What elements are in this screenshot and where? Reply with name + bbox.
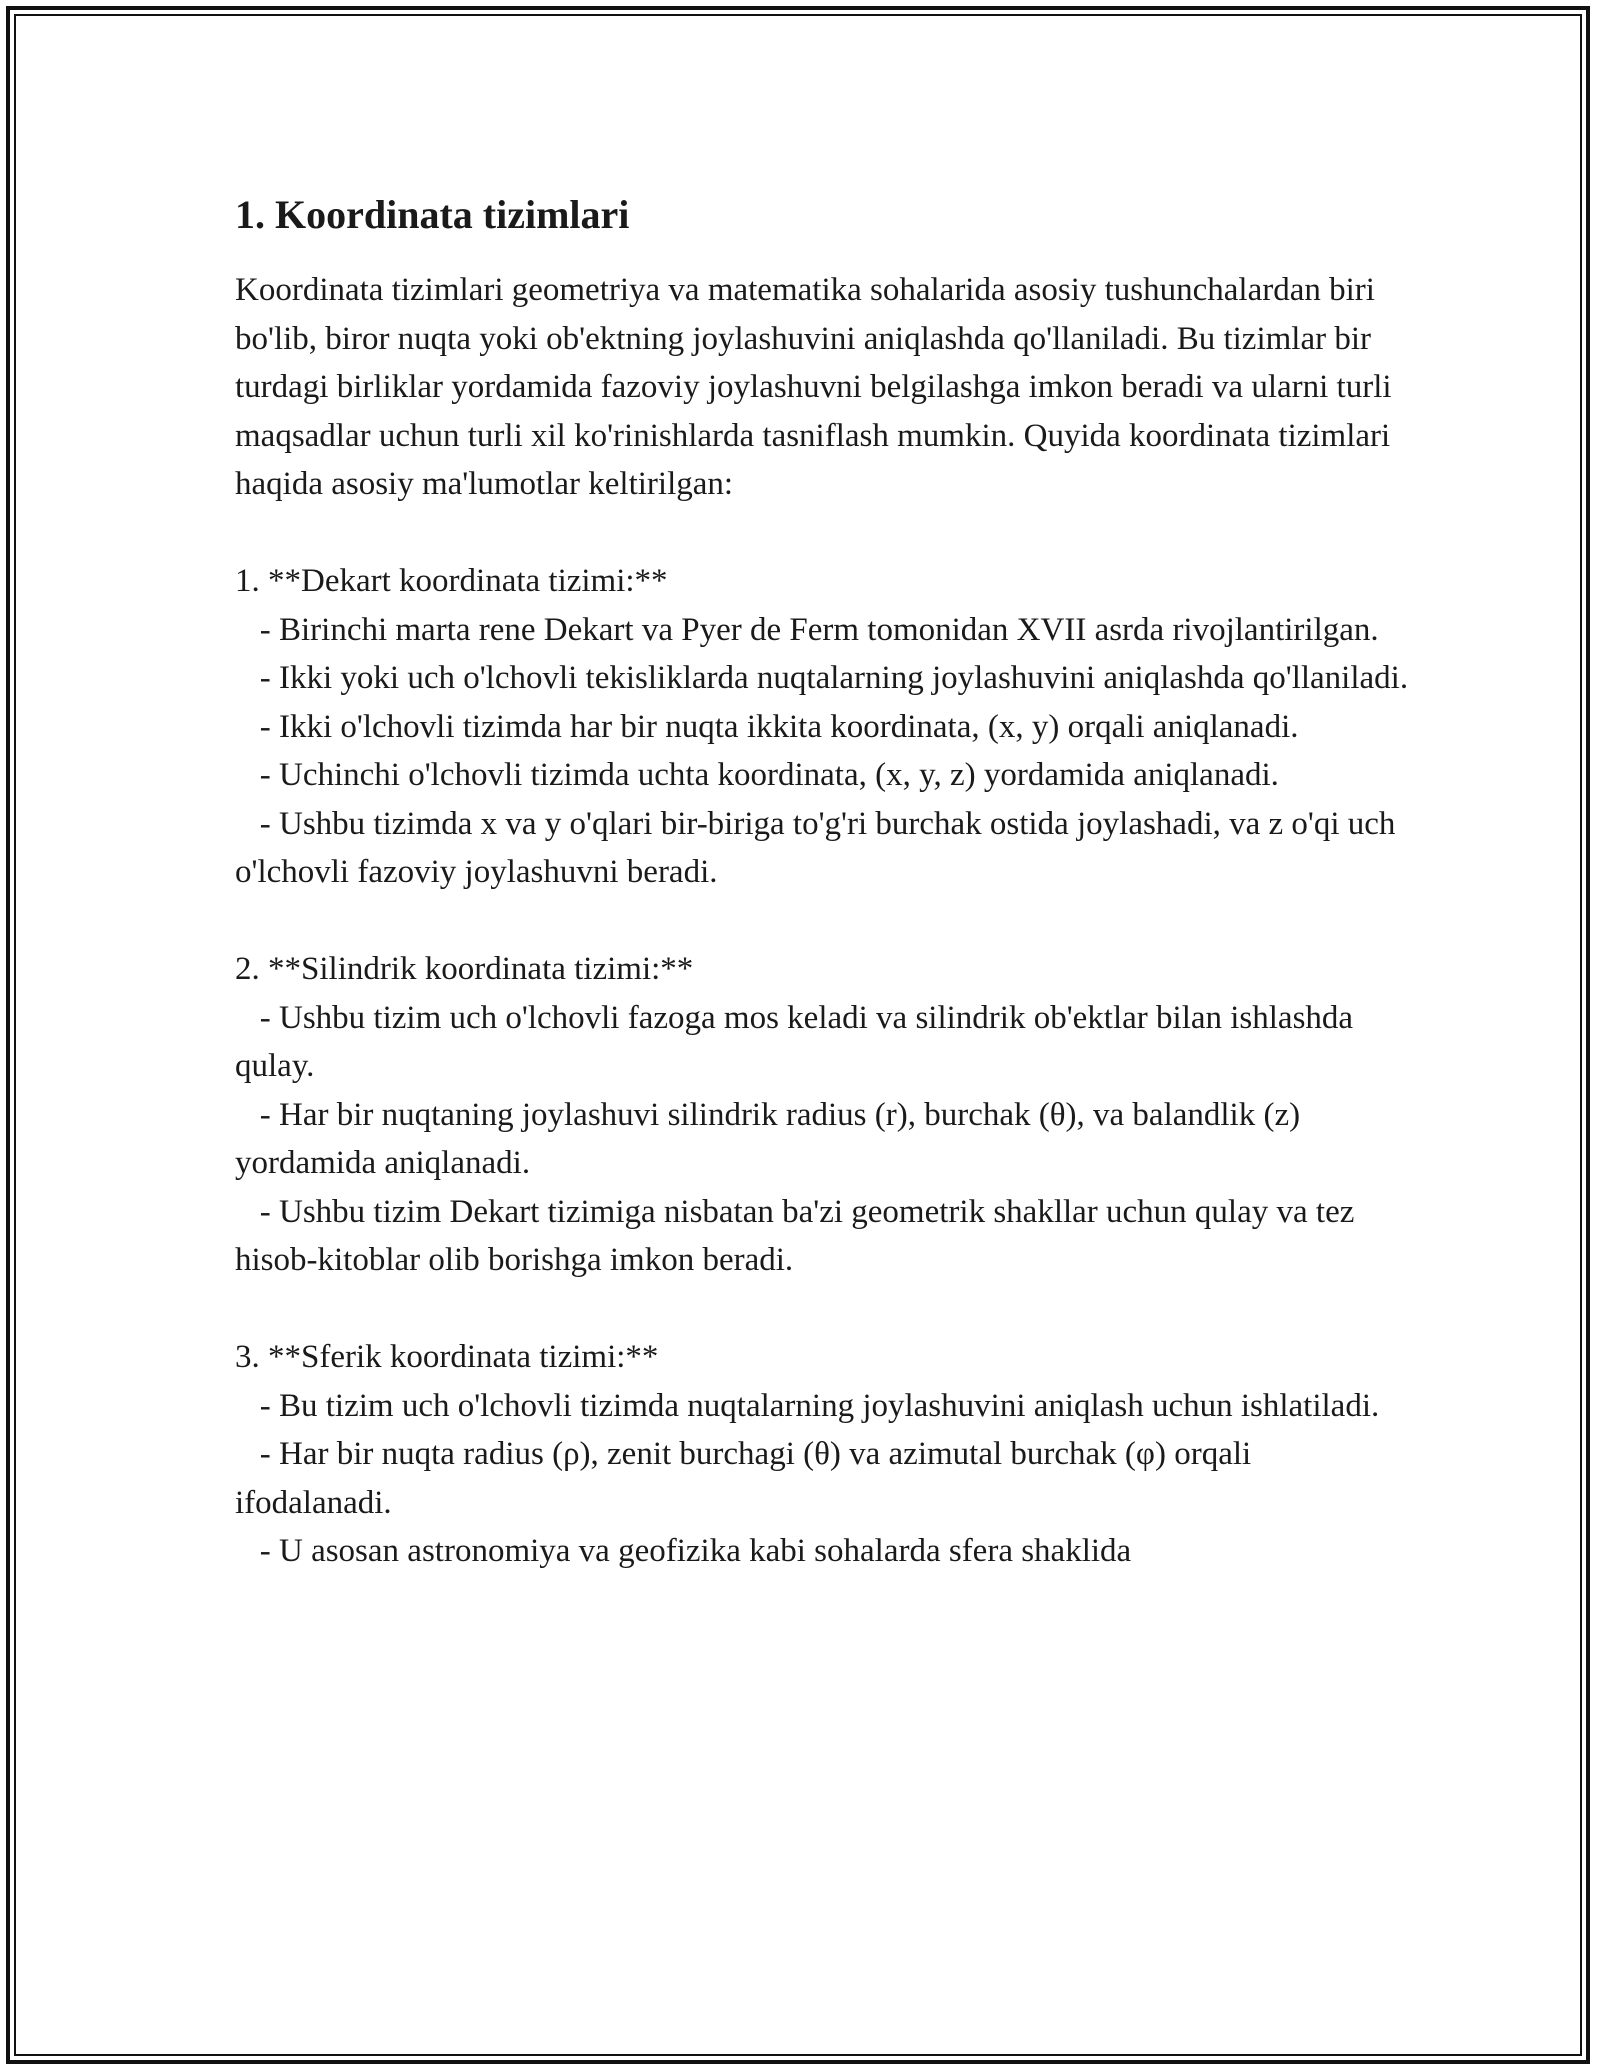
list-item: - Ikki o'lchovli tizimda har bir nuqta ikkita koordinata, (x, y) orqali aniqlanadi.: [235, 708, 1299, 745]
spacer: [235, 897, 1415, 946]
section-heading: 1. Koordinata tizimlari: [235, 192, 630, 237]
spacer: [235, 509, 1415, 558]
section-title-sferik: 3. **Sferik koordinata tizimi:**: [235, 1339, 659, 1375]
document-body: [235, 188, 1415, 1576]
list-item: - Birinchi marta rene Dekart va Pyer de Ferm tomonidan XVII asrda rivojlantirilgan.: [235, 611, 1379, 648]
list-item: - Har bir nuqtaning joylashuvi silindrik radius (r), burchak (θ), va balandlik (z) yordamida aniqlanadi.: [235, 1096, 1309, 1181]
section-title-silindrik: 2. **Silindrik koordinata tizimi:**: [235, 951, 694, 987]
list-item: - Ushbu tizim uch o'lchovli fazoga mos keladi va silindrik ob'ektlar bilan ishlashda qulay.: [235, 999, 1362, 1084]
list-item: - Uchinchi o'lchovli tizimda uchta koordinata, (x, y, z) yordamida aniqlanadi.: [235, 757, 1279, 793]
list-item: - Ushbu tizim Dekart tizimiga nisbatan ba'zi geometrik shakllar uchun qulay va tez hisob-kitoblar olib borishga imkon beradi.: [235, 1193, 1363, 1278]
list-item: - Ikki yoki uch o'lchovli tekisliklarda nuqtalarning joylashuvini aniqlashda qo'llaniladi.: [235, 660, 1409, 696]
intro-paragraph: Koordinata tizimlari geometriya va matematika sohalarida asosiy tushunchalardan biri bo'lib, biror nuqta yoki ob'ektning joylashuvini aniqlashda qo'llaniladi. Bu tizimlar bir turdagi birliklar yordamida fazoviy joylashuvni belgilashga imkon beradi va ularni turli maqsadlar uchun turli xil ko'rinishlarda tasniflash mumkin. Quyida koordinata tizimlari haqida asosiy ma'lumotlar keltirilgan:: [235, 272, 1400, 502]
list-item: - U asosan astronomiya va geofizika kabi sohalarda sfera shaklida: [235, 1533, 1132, 1569]
spacer: [235, 1285, 1415, 1334]
list-item: - Ushbu tizimda x va y o'qlari bir-biriga to'g'ri burchak ostida joylashadi, va z o'qi uch o'lchovli fazoviy joylashuvni beradi.: [235, 805, 1404, 890]
section-title-dekart: 1. **Dekart koordinata tizimi:**: [235, 563, 668, 599]
list-item: - Har bir nuqta radius (ρ), zenit burchagi (θ) va azimutal burchak (φ) orqali ifodalanadi.: [235, 1436, 1260, 1521]
list-item: - Bu tizim uch o'lchovli tizimda nuqtalarning joylashuvini aniqlash uchun ishlatiladi.: [235, 1387, 1380, 1424]
